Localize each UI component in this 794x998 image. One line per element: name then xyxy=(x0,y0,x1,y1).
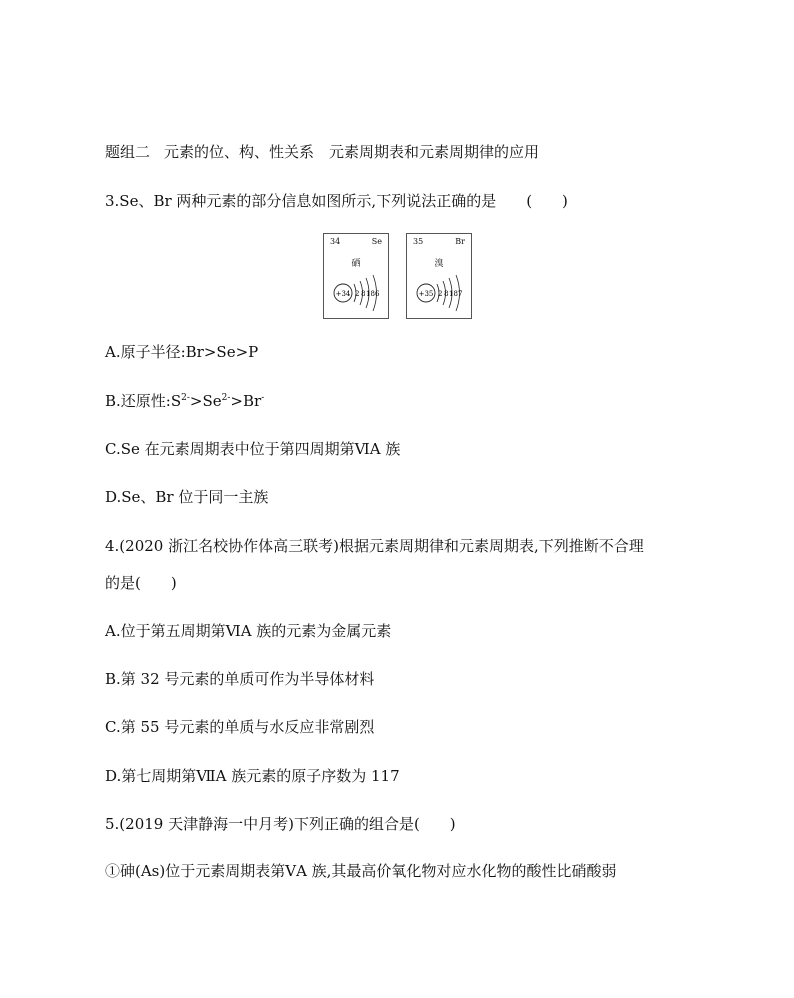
shell-count-2: 8 xyxy=(444,290,449,298)
element-card-br xyxy=(406,233,472,319)
shell-count-4: 6 xyxy=(375,290,380,298)
nucleus-charge: +35 xyxy=(418,290,434,298)
element-card-se xyxy=(323,233,389,319)
option-b-text-3: >Br xyxy=(230,392,262,410)
section-title: 元素的位、构、性关系 元素周期表和元素周期律的应用 xyxy=(164,143,540,161)
option-b-text-1: B.还原性:S xyxy=(105,392,182,410)
shell-count-4: 7 xyxy=(458,290,463,298)
shell-count-3: 18 xyxy=(449,290,458,298)
q4-stem-line-1: 4.(2020 浙江名校协作体高三联考)根据元素周期律和元素周期表,下列推断不合理 xyxy=(105,537,644,555)
element-symbol: Br xyxy=(455,237,465,246)
q5-stem: 5.(2019 天津静海一中月考)下列正确的组合是( ) xyxy=(105,815,456,833)
group-label: 题组二 xyxy=(105,143,151,161)
q3-option-b xyxy=(105,391,264,411)
option-b-text-2: >Se xyxy=(189,392,222,410)
q3-stem: 3.Se、Br 两种元素的部分信息如图所示,下列说法正确的是 ( ) xyxy=(105,192,568,210)
q3-option-d: D.Se、Br 位于同一主族 xyxy=(105,488,269,506)
element-name: 溴 xyxy=(434,259,444,269)
q4-stem-line-2: 的是( ) xyxy=(105,574,177,592)
nucleus-charge: +34 xyxy=(335,290,351,298)
option-b-sup-3: - xyxy=(261,393,265,403)
atomic-structure-diagram xyxy=(407,234,471,318)
atomic-number: 35 xyxy=(413,237,424,246)
option-b-sup-2: 2- xyxy=(221,393,231,403)
atomic-number: 34 xyxy=(330,237,341,246)
q4-option-a: A.位于第五周期第ⅥA 族的元素为金属元素 xyxy=(105,622,392,640)
shell-count-2: 8 xyxy=(361,290,366,298)
q4-option-d: D.第七周期第ⅦA 族元素的原子序数为 117 xyxy=(105,767,400,785)
element-name: 硒 xyxy=(351,259,361,269)
shell-count-1: 2 xyxy=(438,290,443,298)
shell-count-3: 18 xyxy=(366,290,375,298)
q3-option-a: A.原子半径:Br>Se>P xyxy=(105,343,259,361)
element-symbol: Se xyxy=(371,237,382,246)
q4-option-c: C.第 55 号元素的单质与水反应非常剧烈 xyxy=(105,718,375,736)
q5-item-1: ①砷(As)位于元素周期表第ⅤA 族,其最高价氧化物对应水化物的酸性比硝酸弱 xyxy=(105,862,617,880)
section-heading xyxy=(105,142,539,162)
shell-count-1: 2 xyxy=(355,290,360,298)
q4-option-b: B.第 32 号元素的单质可作为半导体材料 xyxy=(105,670,375,688)
option-b-sup-1: 2- xyxy=(181,393,190,403)
q3-option-c: C.Se 在元素周期表中位于第四周期第ⅥA 族 xyxy=(105,440,401,458)
atomic-structure-diagram xyxy=(324,234,388,318)
